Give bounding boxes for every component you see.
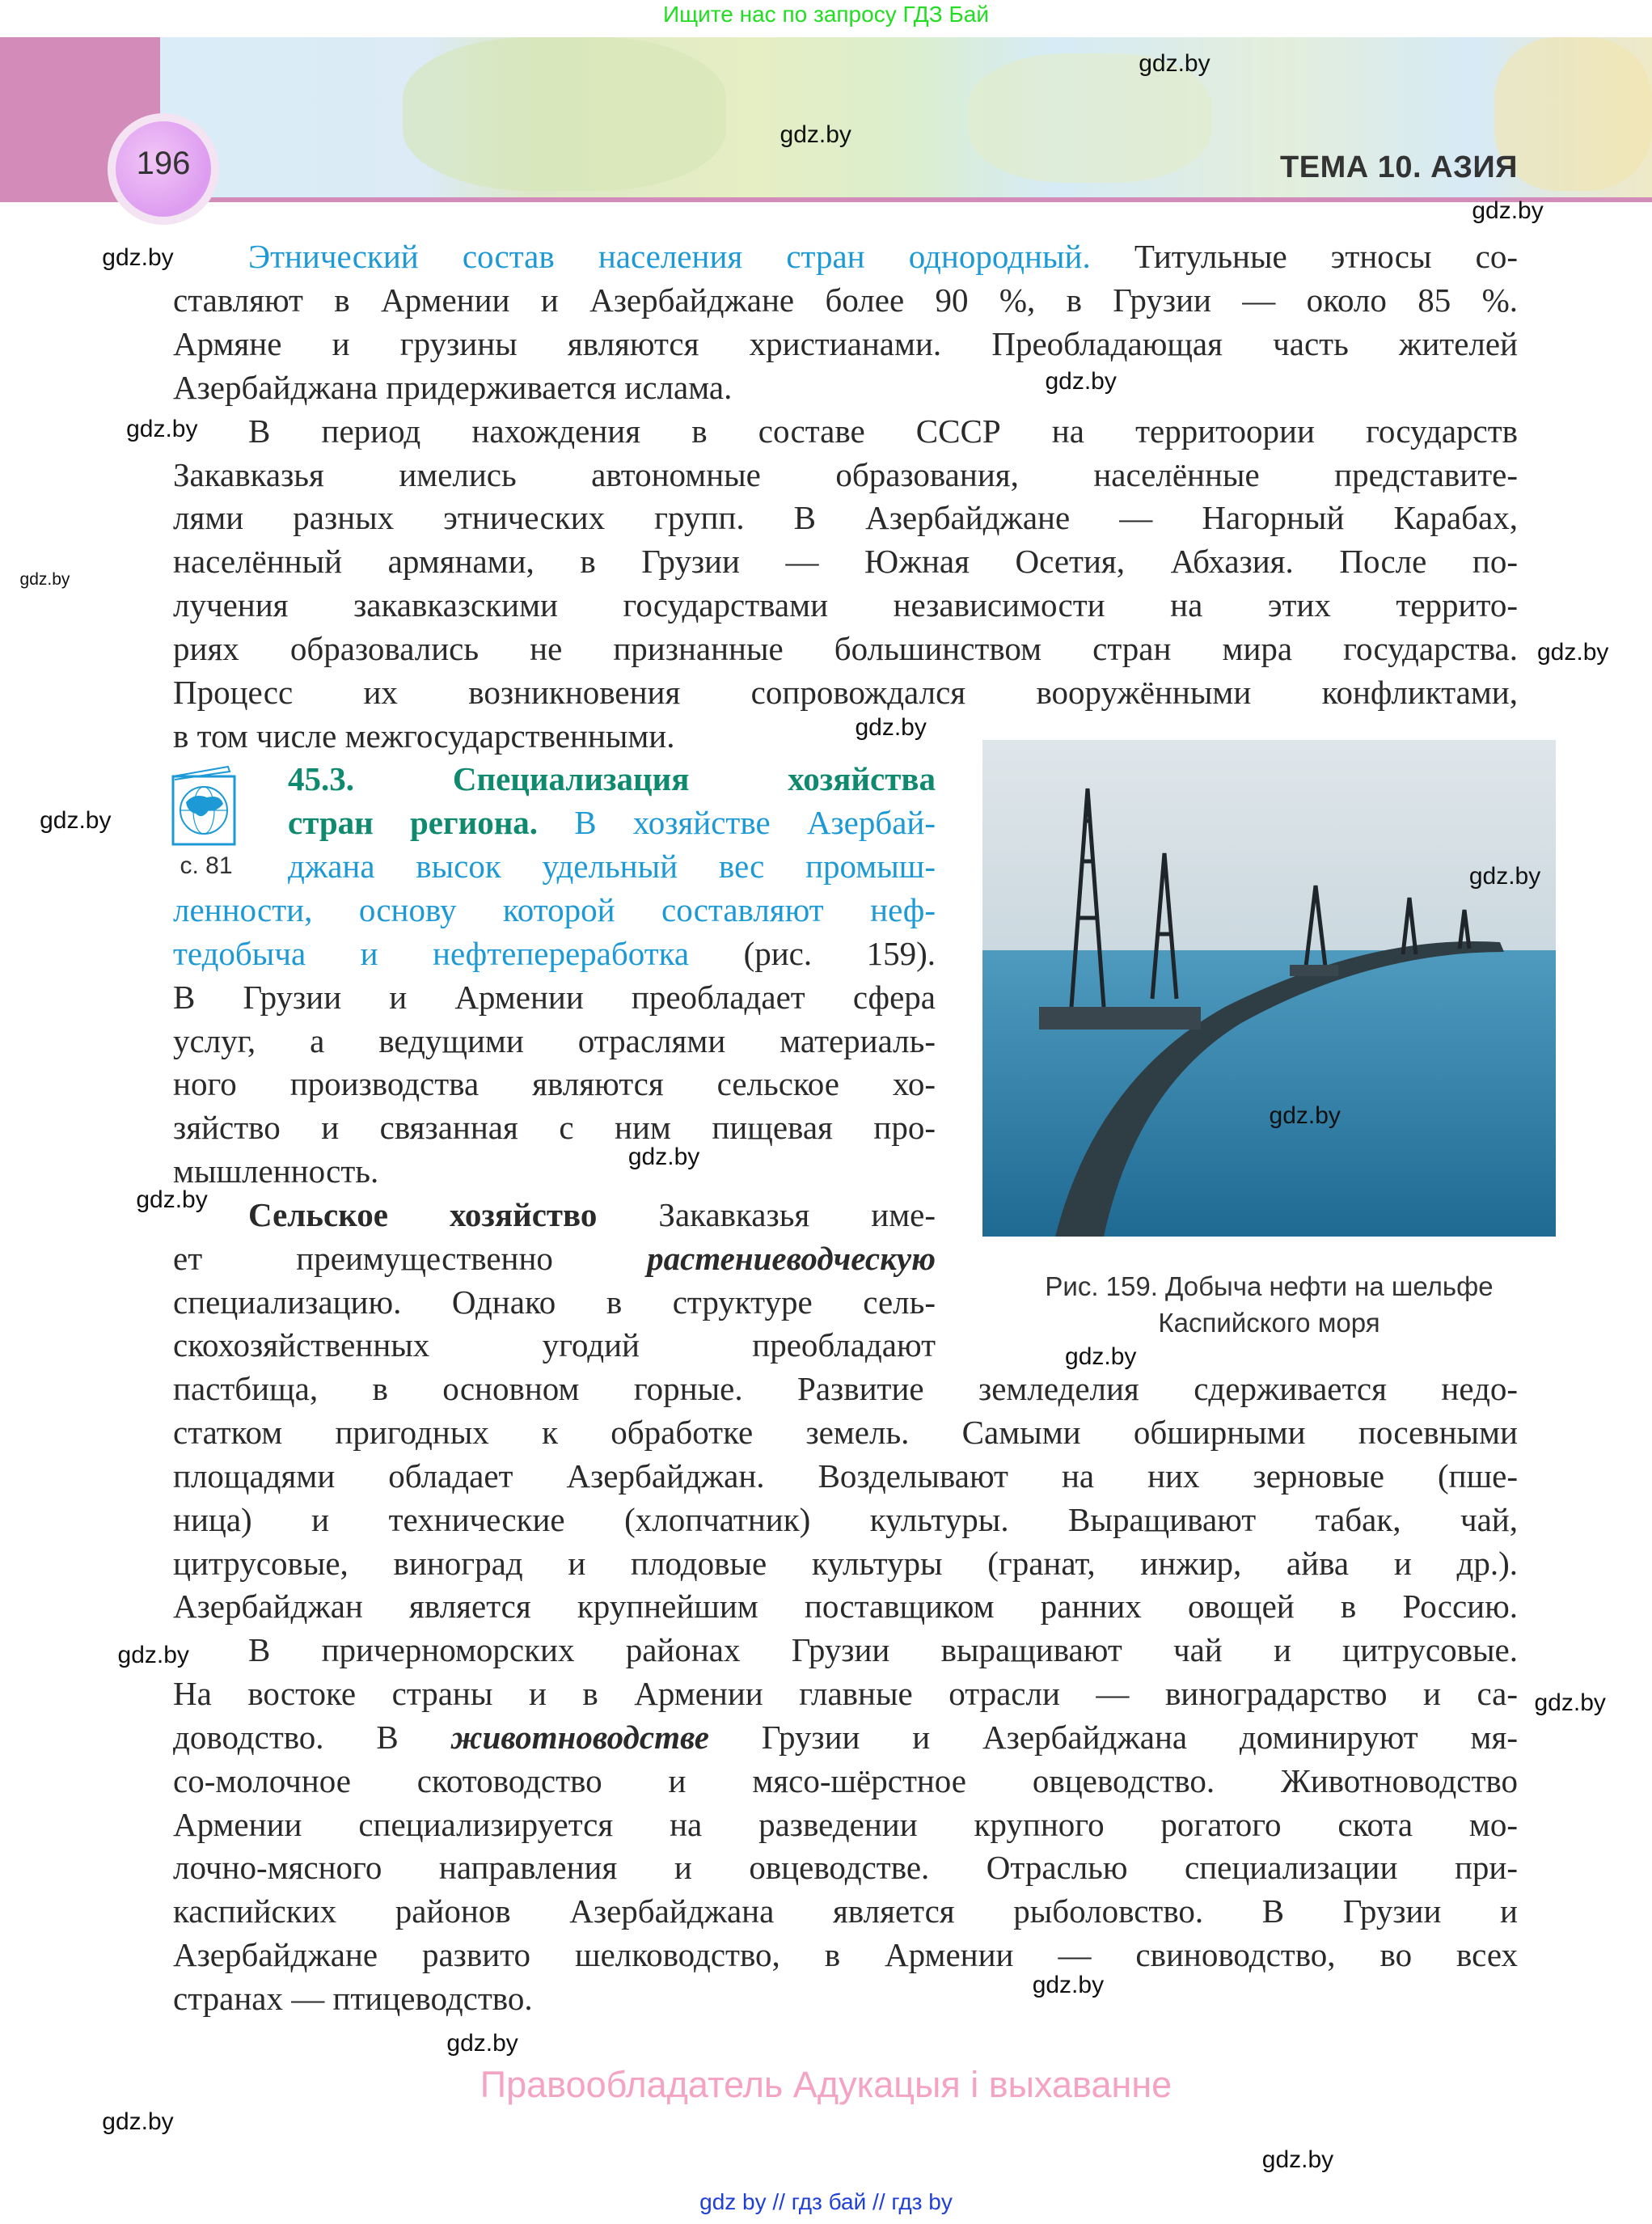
text-span: ет преимущественно xyxy=(173,1239,648,1277)
text-span: пастбища, в основном горные. Развитие земледелия сдерживается недо- xyxy=(173,1370,1518,1408)
text-line xyxy=(173,1759,1518,1803)
text-span: лочно-мясного направления и овцеводстве. Отраслью специализации при- xyxy=(173,1849,1518,1887)
highlight-text: ленности, основу которой составляют неф- xyxy=(173,890,936,928)
watermark-text: gdz.by xyxy=(1139,49,1210,77)
search-hint: Ищите нас по запросу ГДЗ Бай xyxy=(662,2,990,27)
text-span: мышленность. xyxy=(173,1152,379,1190)
text-span: ного производства являются сельское хо- xyxy=(173,1065,936,1103)
section-heading: стран региона. xyxy=(288,804,539,842)
text-line xyxy=(173,1846,1518,1889)
text-span: зяйство и связанная с ним пищевая про- xyxy=(173,1109,936,1147)
text-line xyxy=(173,975,936,1019)
text-line xyxy=(248,1628,1518,1672)
highlight-text: тедобыча и нефтепереработка xyxy=(173,934,690,972)
text-line xyxy=(173,1803,1518,1846)
text-line xyxy=(173,1019,936,1063)
text-span: риях образовались не признанные большинством стран мира государства. xyxy=(173,629,1518,667)
emphasis-term: растениеводческую xyxy=(647,1239,936,1277)
text-line xyxy=(288,844,936,888)
text-line xyxy=(288,801,936,844)
watermark-text: gdz.by xyxy=(1032,1972,1105,1999)
text-line xyxy=(248,1193,936,1237)
text-line xyxy=(248,409,1518,453)
text-line xyxy=(173,1280,936,1324)
text-line xyxy=(173,1237,936,1280)
text-line xyxy=(288,757,936,801)
copyright-notice: Правообладатель Адукацыя і выхаванне xyxy=(480,2064,1172,2105)
text-line xyxy=(173,278,1518,322)
text-span: в том числе межгосударственными. xyxy=(173,717,675,755)
text-line xyxy=(173,1367,1518,1410)
emphasis-term: животноводстве xyxy=(450,1718,709,1756)
page-number: 196 xyxy=(136,146,191,181)
text-span: доводство. В xyxy=(173,1718,451,1756)
watermark-text: gdz.by xyxy=(1065,1343,1137,1371)
footer-links[interactable]: gdz by // гдз бай // гдз by xyxy=(699,2189,953,2214)
highlight-text: В хозяйстве Азербай- xyxy=(538,804,936,842)
text-span: площадями обладает Азербайджан. Возделывают на них зерновые (пше- xyxy=(173,1457,1518,1495)
text-line xyxy=(173,627,1518,670)
text-span: статком пригодных к обработке земель. Самыми обширными посевными xyxy=(173,1414,1518,1452)
watermark-text: gdz.by xyxy=(19,570,70,590)
text-line xyxy=(173,366,732,409)
text-span: каспийских районов Азербайджана является рыболовство. В Грузии и xyxy=(173,1892,1518,1930)
watermark-text: gdz.by xyxy=(1261,2146,1334,2173)
text-span: населённый армянами, в Грузии — Южная Осетия, Абхазия. После по- xyxy=(173,543,1518,581)
text-line xyxy=(173,1106,936,1149)
text-span: скохозяйственных угодий преобладают xyxy=(173,1326,936,1364)
text-span: Армении специализируется на разведении крупного рогатого скота мо- xyxy=(173,1805,1518,1843)
text-span: Азербайджана придерживается ислама. xyxy=(173,368,733,406)
text-span: услуг, а ведущими отраслями материаль- xyxy=(173,1021,936,1059)
watermark-text: gdz.by xyxy=(627,1144,700,1171)
text-line xyxy=(173,932,936,975)
watermark-text: gdz.by xyxy=(1468,862,1541,890)
text-line xyxy=(173,1584,1518,1628)
watermark-text: gdz.by xyxy=(855,713,927,741)
watermark-text: gdz.by xyxy=(446,2030,518,2057)
text-line xyxy=(173,1454,1518,1498)
header-divider xyxy=(0,197,1652,202)
watermark-text: gdz.by xyxy=(102,2108,174,2135)
section-heading: 45.3. Специализация хозяйства xyxy=(288,760,936,798)
text-line xyxy=(173,1672,1518,1715)
highlight-text: Этнический состав населения стран однородный. xyxy=(248,238,1091,276)
watermark-text: gdz.by xyxy=(117,1641,189,1668)
text-span: цитрусовые, виноград и плодовые культуры (гранат, инжир, айва и др.). xyxy=(173,1544,1518,1582)
text-span: странах — птицеводство. xyxy=(173,1979,533,2017)
figure-caption-line2: Каспийского моря xyxy=(1158,1308,1380,1338)
text-line xyxy=(173,583,1518,627)
text-span: В причерноморских районах Грузии выращивают чай и цитрусовые. xyxy=(248,1631,1518,1669)
watermark-text: gdz.by xyxy=(136,1186,208,1213)
watermark-text: gdz.by xyxy=(1472,197,1544,225)
text-span: В период нахождения в составе СССР на территоории государств xyxy=(248,412,1518,450)
highlight-text: джана высок удельный вес промыш- xyxy=(288,848,936,886)
text-span: ставляют в Армении и Азербайджане более 90 %, в Грузии — около 85 %. xyxy=(173,281,1518,319)
text-span: лями разных этнических групп. В Азербайджане — Нагорный Карабах, xyxy=(173,499,1518,537)
text-span: лучения закавказскими государствами независимости на этих террито- xyxy=(173,586,1518,624)
text-span: со-молочное скотоводство и мясо-шёрстное овцеводство. Животноводство xyxy=(173,1761,1518,1799)
watermark-text: gdz.by xyxy=(102,244,174,272)
figure-caption-line1: Рис. 159. Добыча нефти на шельфе xyxy=(1045,1271,1494,1301)
watermark-text: gdz.by xyxy=(1269,1102,1341,1130)
watermark-text: gdz.by xyxy=(1537,638,1609,666)
text-line xyxy=(173,1933,1518,1977)
text-line xyxy=(248,235,1518,278)
oil-platform-photo xyxy=(982,740,1556,1237)
text-span: ница) и технические (хлопчатник) культуры. Выращивают табак, чай, xyxy=(173,1500,1518,1538)
text-span: Титульные этносы со- xyxy=(1090,238,1518,276)
text-line xyxy=(173,1977,533,2020)
text-line xyxy=(173,1410,1518,1454)
text-line xyxy=(173,1323,936,1367)
text-line xyxy=(173,496,1518,539)
text-line xyxy=(173,1889,1518,1933)
text-line xyxy=(173,453,1518,497)
text-span: Грузии и Азербайджана доминируют мя- xyxy=(709,1718,1518,1756)
watermark-text: gdz.by xyxy=(40,807,112,835)
watermark-text: gdz.by xyxy=(1534,1689,1606,1717)
watermark-text: gdz.by xyxy=(780,121,851,148)
text-line xyxy=(173,322,1518,366)
text-line xyxy=(173,670,1518,714)
text-span: Азербайджане развито шелководство, в Армении — свиноводство, во всех xyxy=(173,1936,1518,1974)
text-span: Армяне и грузины являются христианами. Преобладающая часть жителей xyxy=(173,325,1518,363)
bold-term: Сельское хозяйство xyxy=(248,1195,598,1233)
topic-title: ТЕМА 10. АЗИЯ xyxy=(1280,150,1518,184)
text-line xyxy=(173,714,675,758)
text-span: На востоке страны и в Армении главные отрасли — виноградарство и са- xyxy=(173,1675,1518,1713)
text-span: Закавказья имелись автономные образования, населённые представите- xyxy=(173,455,1518,493)
watermark-text: gdz.by xyxy=(1045,367,1117,395)
text-line xyxy=(173,888,936,932)
text-line xyxy=(173,1541,1518,1585)
text-span: Процесс их возникновения сопровождался вооружёнными конфликтами, xyxy=(173,673,1518,711)
text-span: Закавказья име- xyxy=(597,1195,936,1233)
text-line xyxy=(173,1715,1518,1759)
text-span: специализацию. Однако в структуре сель- xyxy=(173,1283,936,1321)
text-line xyxy=(173,1498,1518,1541)
text-span: Азербайджан является крупнейшим поставщиком ранних овощей в Россию. xyxy=(173,1588,1518,1626)
watermark-text: gdz.by xyxy=(126,416,198,443)
text-span: В Грузии и Армении преобладает сфера xyxy=(173,978,936,1016)
text-line xyxy=(173,1062,936,1106)
text-line xyxy=(173,539,1518,583)
atlas-page-reference: с. 81 xyxy=(180,852,233,879)
atlas-icon xyxy=(171,765,238,846)
text-span: (рис. 159). xyxy=(689,934,936,972)
